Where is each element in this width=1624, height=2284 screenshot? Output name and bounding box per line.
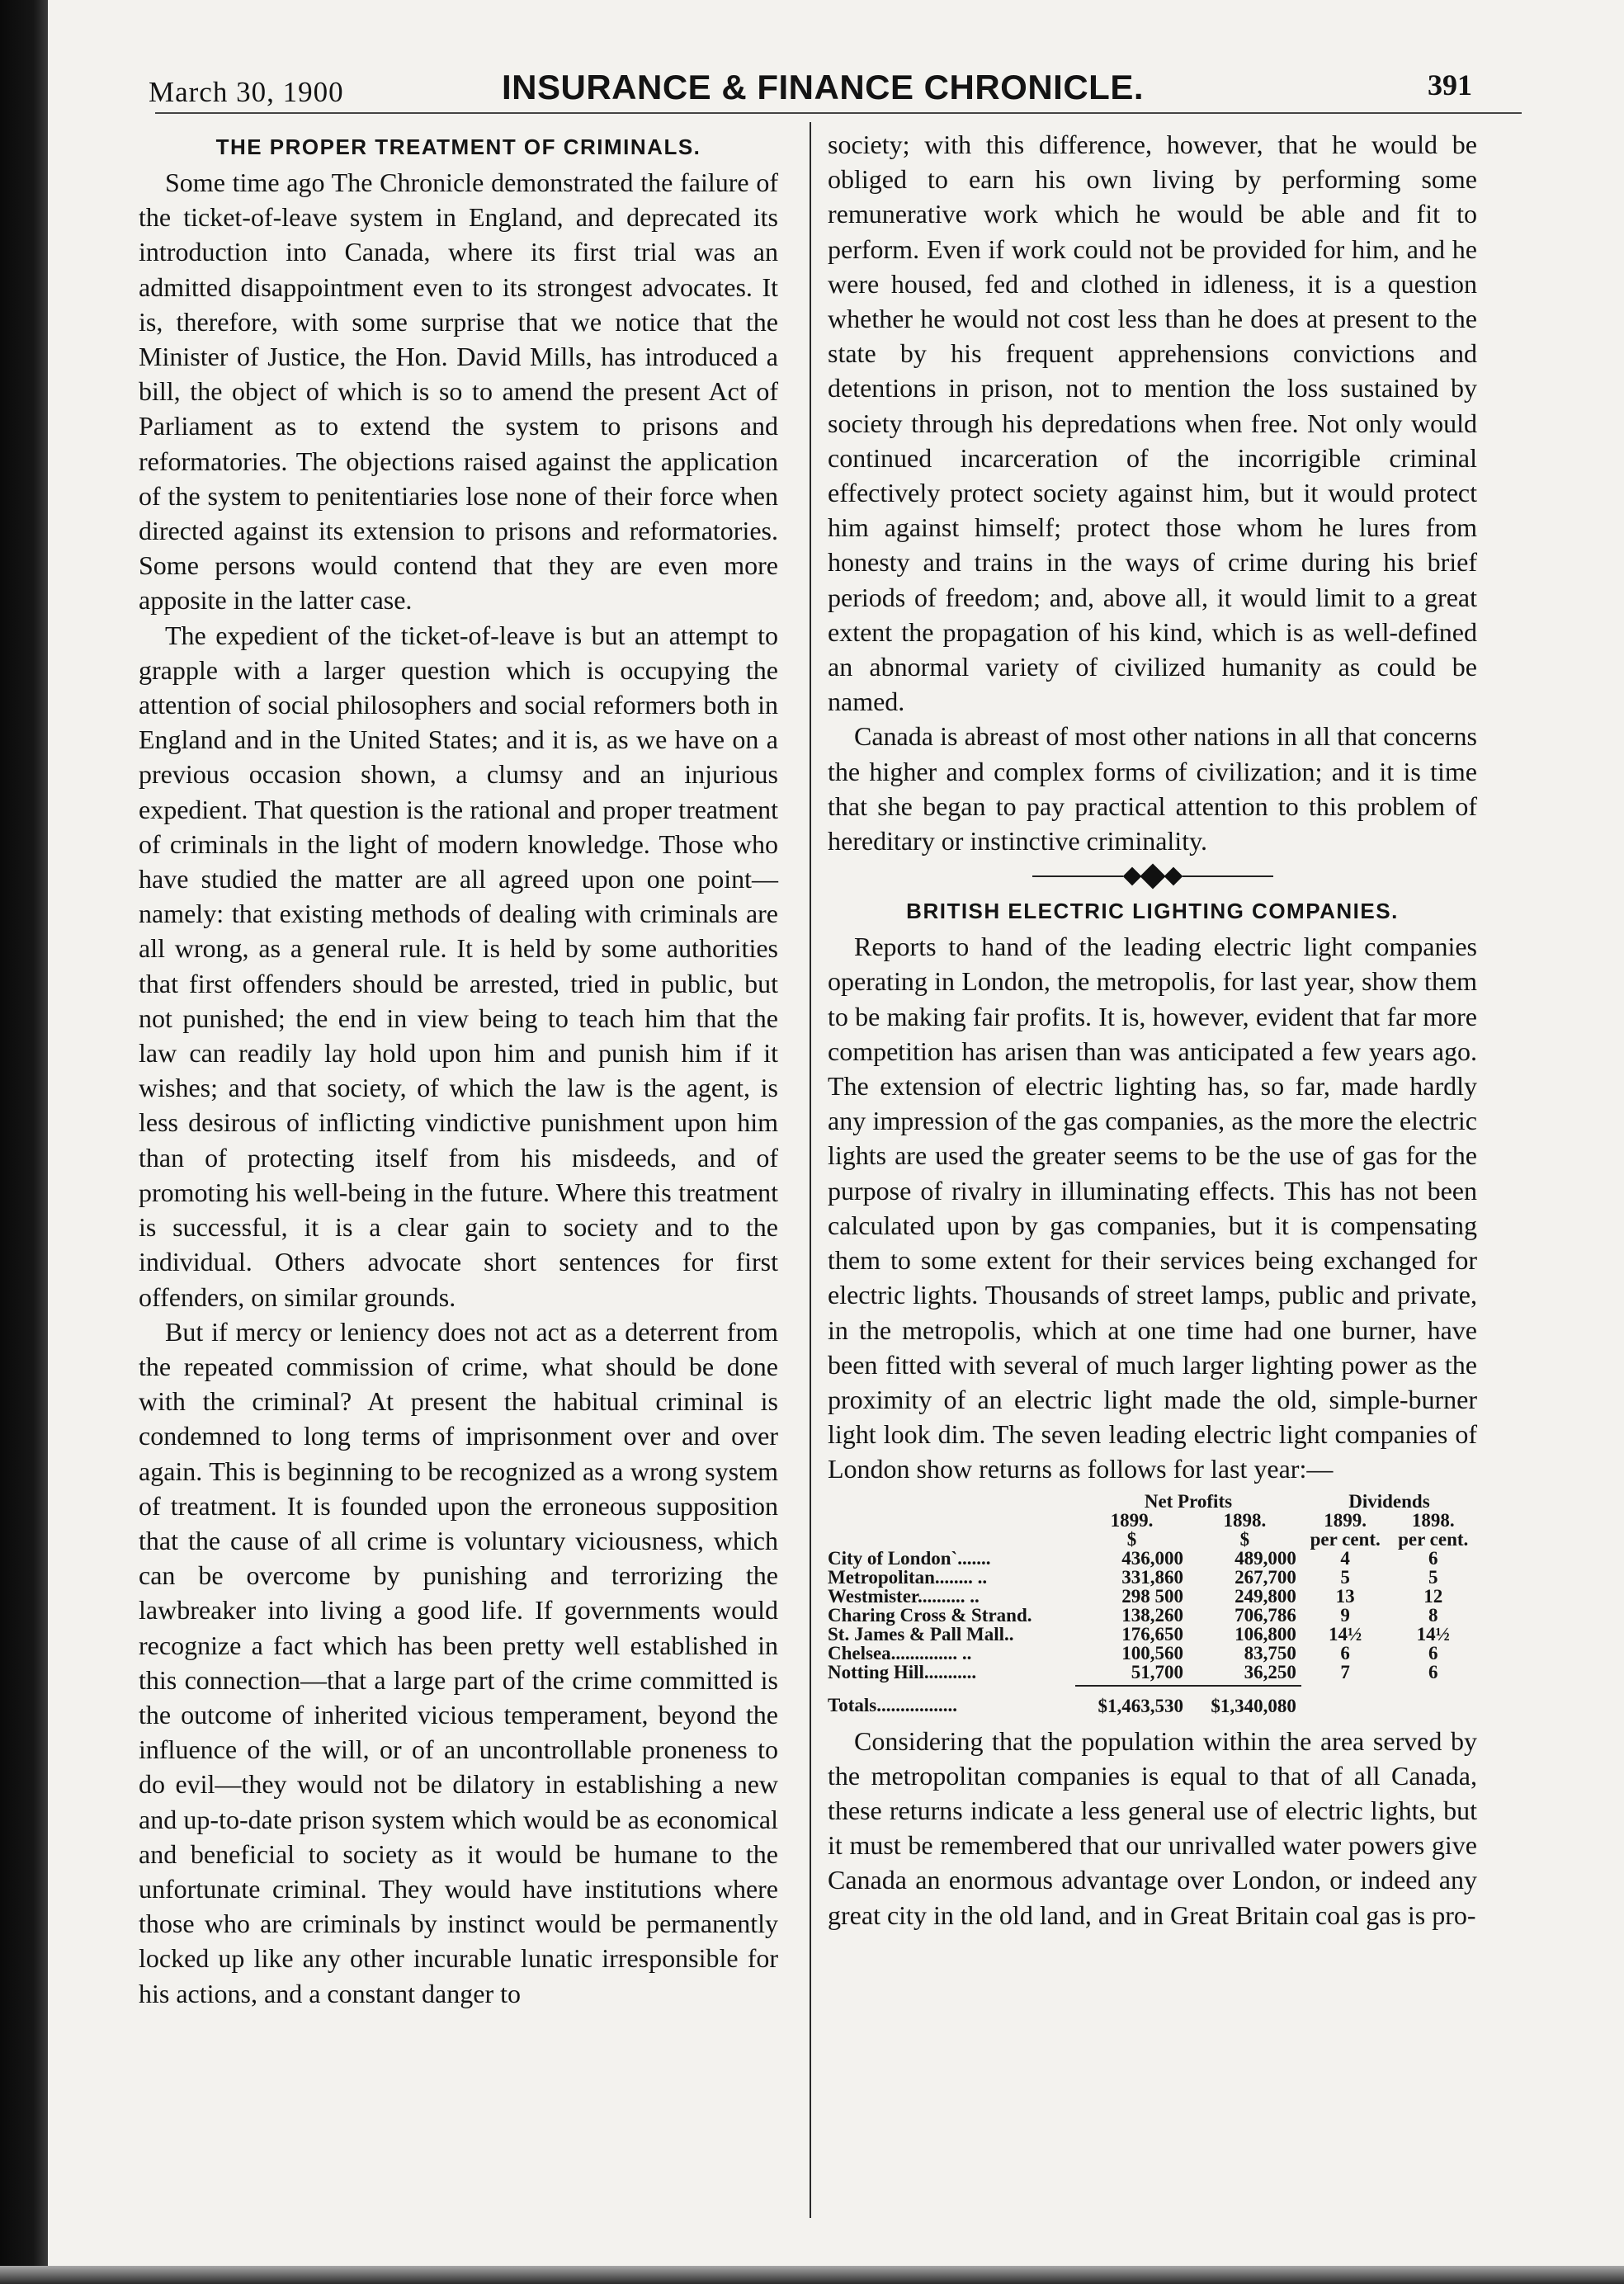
table-row: St. James & Pall Mall.. 176,650 106,800 14½ 14½ xyxy=(828,1623,1450,1645)
article-paragraph: But if mercy or leniency does not act as a deterrent from the repeated commission of crime, what should be done with the criminal? At present the habitual criminal is condemned to long terms of imprisonment over and over again. This is beginning to be recognized as a wrong system of treatment. It is founded upon the erroneous supposition that the cause of all crime is voluntary viciousness, which can be overcome by punishing and terrorizing the lawbreaker into living a good life. If governments would recognize a fact which has been pretty well established in this connection—that a large part of the crime committed is the outcome of inherited vicious temperament, beyond the influence of the will, or of an uncontrollable proneness to do evil—they would not be dilatory in establishing a new and up-to-date prison system which would be as economical and beneficial to society as it would be humane to the unfortunate criminal. They would have institutions where those who are criminals by instinct would be permanently locked up like any other incurable lunatic irresponsible for his actions, and a constant danger to xyxy=(139,1316,778,2008)
table-unit-header: $ xyxy=(1126,1528,1137,1550)
table-row: City of London`....... 436,000 489,000 4 6 xyxy=(828,1547,1438,1569)
table-unit-header: per cent. xyxy=(1310,1528,1381,1550)
right-column xyxy=(828,127,1477,1932)
table-unit-header: $ xyxy=(1239,1528,1250,1550)
page-header xyxy=(48,64,1624,116)
page-number: 391 xyxy=(1428,68,1472,101)
table-group-header: Net Profits xyxy=(1144,1490,1233,1512)
header-date: March 30, 1900 xyxy=(149,76,344,108)
page-bottom-shadow xyxy=(0,2266,1624,2284)
table-row: Charing Cross & Strand. 138,260 706,786 9 8 xyxy=(828,1604,1438,1626)
table-row: Metropolitan........ .. 331,860 267,700 5 5 xyxy=(828,1566,1438,1588)
table-group-header: Dividends xyxy=(1348,1490,1430,1512)
section-ornament xyxy=(828,861,1477,891)
book-spine-shadow xyxy=(0,0,48,2284)
table-row: Chelsea.............. .. 100,560 83,750 6 6 xyxy=(828,1642,1438,1663)
publication-title: INSURANCE & FINANCE CHRONICLE. xyxy=(502,68,1145,106)
left-column xyxy=(139,130,778,2011)
article-paragraph: Canada is abreast of most other nations in all that concerns the higher and complex forms of civilization; and it is time that she began to pay practical attention to this problem of hereditary or instinctive criminality. xyxy=(828,721,1477,856)
table-year-header: 1899. xyxy=(1324,1509,1367,1531)
article-paragraph: Reports to hand of the leading electric light companies operating in London, the metropolis, for last year, show them to be making fair profits. It is, however, evident that far more competition has arisen than was anticipated a few years ago. The extension of electric lighting has, so far, made hardly any impression of the gas companies, as the more the electric lights are used the greater seems to be the use of gas for the purpose of rivalry in illuminating effects. This has not been calculated upon by gas companies, but it is compensating them to some extent for their services being exchanged for electric lights. Thousands of street lamps, public and private, in the metropolis, which at one time had one burner, have been fitted with several of much larger lighting power as the proximity of an electric light made the old, simple-burner light look dim. The seven leading electric light companies of London show returns as follows for last year:— xyxy=(828,932,1477,1484)
returns-table xyxy=(828,1492,1477,1715)
table-unit-header: per cent. xyxy=(1398,1528,1469,1550)
table-year-header: 1899. xyxy=(1110,1509,1154,1531)
column-divider xyxy=(810,122,811,2218)
article-paragraph: society; with this difference, however, that he would be obliged to earn his own living by performing some remunerative work which he would be able and fit to perform. Even if work could not be provided for him, and he were housed, fed and clothed in idleness, it is a question whether he would not cost less than he does at present to the state by his frequent apprehensions convictions and detentions in prison, not to mention the loss sustained by society through his depredations when free. Not only would continued incarceration of the incorrigible criminal effectively protect society against him, but it would protect him against himself; protect those whom he lures from honesty and trains in the ways of crime during his brief periods of freedom; and, above all, it would limit to a great extent the propagation of his kind, which is as well-defined an abnormal variety of civilized humanity as could be named. xyxy=(828,130,1477,717)
header-rule xyxy=(155,112,1522,114)
article-paragraph: The expedient of the ticket-of-leave is but an attempt to grapple with a larger question which is occupying the attention of social philosophers and social reformers both in England and in the United States; and it is, as we have on a previous occasion shown, a clumsy and an injurious expedient. That question is the rational and proper treatment of criminals in the light of modern knowledge. Those who have studied the matter are all agreed upon one point—namely: that existing methods of dealing with criminals are all wrong, as a general rule. It is held by some authorities that first offenders should be arrested, tried in public, but not punished; the end in view being to teach him that the law can readily lay hold upon him and punish him if it wishes; and that society, of which the law is the agent, is less desirous of inflicting vindictive punishment upon him than of protecting itself from his misdeeds, and of promoting his well-being in the future. Where this treatment is successful, it is a clear gain to society and to the individual. Others advocate short sentences for first offenders, on similar grounds. xyxy=(139,620,778,1312)
table-year-header: 1898. xyxy=(1223,1509,1267,1531)
article-title-criminals: THE PROPER TREATMENT OF CRIMINALS. xyxy=(215,134,701,159)
article-paragraph: Considering that the population within the area served by the metropolitan companies is equal to that of all Canada, these returns indicate a less general use of electric lights, but it must be remembered that our unrivalled water powers give Canada an enormous advantage over London, or indeed any great city in the old land, and in Great Britain coal gas is pro- xyxy=(828,1725,1477,1930)
table-total-row: Totals................. $1,463,530 $1,340,080 xyxy=(828,1695,1296,1716)
article-paragraph: Some time ago The Chronicle demonstrated the failure of the ticket-of-leave system in England, and deprecated its introduction into Canada, where its first trial was an admitted disappointment even to its strongest advocates. It is, therefore, with some surprise that we notice that the Minister of Justice, the Hon. David Mills, has introduced a bill, the object of which is so to amend the present Act of Parliament as to extend the system to prisons and reformatories. The objections raised against the application of the system to penitentiaries lose none of their force when directed against its extension to prisons and reformatories. Some persons would contend that they are even more apposite in the latter case. xyxy=(139,168,778,616)
table-row: Notting Hill........... 51,700 36,250 7 6 xyxy=(828,1661,1438,1682)
table-year-header: 1898. xyxy=(1411,1509,1455,1531)
article-title-electric: BRITISH ELECTRIC LIGHTING COMPANIES. xyxy=(906,899,1399,924)
newspaper-page xyxy=(48,0,1624,2266)
table-row: Westmister.......... .. 298 500 249,800 13 12 xyxy=(828,1585,1443,1607)
